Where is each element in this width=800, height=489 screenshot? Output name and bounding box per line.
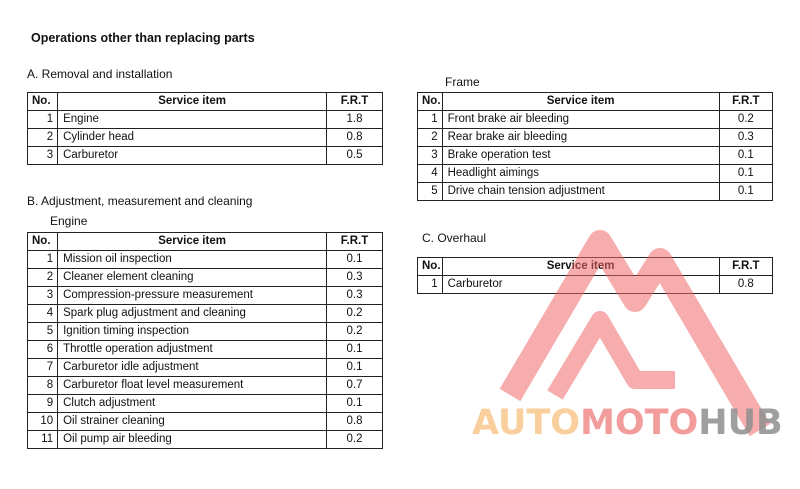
service-item-cell: Carburetor idle adjustment — [58, 359, 327, 377]
header-service-item: Service item — [58, 93, 327, 111]
frt-value-cell: 0.3 — [719, 129, 772, 147]
frt-value-cell: 0.1 — [719, 183, 772, 201]
row-number: 2 — [28, 269, 58, 287]
frt-value-cell: 0.2 — [719, 111, 772, 129]
table-row — [28, 111, 383, 129]
table-row — [28, 305, 383, 323]
row-number: 11 — [28, 431, 58, 449]
row-number: 2 — [28, 129, 58, 147]
service-item-cell: Oil strainer cleaning — [58, 413, 327, 431]
table-row — [418, 129, 773, 147]
service-item-cell: Compression-pressure measurement — [58, 287, 327, 305]
engine-label: Engine — [50, 214, 88, 228]
service-item-cell: Headlight aimings — [442, 165, 719, 183]
frt-value-cell: 1.8 — [327, 111, 383, 129]
table-row — [28, 431, 383, 449]
frt-value-cell: 0.1 — [327, 341, 383, 359]
frt-value-cell: 0.1 — [327, 395, 383, 413]
overhaul-table — [417, 257, 773, 294]
frt-value-cell: 0.1 — [327, 359, 383, 377]
frt-value-cell: 0.3 — [327, 287, 383, 305]
header-frt: F.R.T — [719, 258, 772, 276]
service-item-cell: Carburetor — [58, 147, 327, 165]
service-item-cell: Throttle operation adjustment — [58, 341, 327, 359]
table-row — [28, 129, 383, 147]
frt-value-cell: 0.8 — [327, 129, 383, 147]
frt-value-cell: 0.2 — [327, 323, 383, 341]
removal-installation-table — [27, 92, 383, 165]
header-no: No. — [28, 93, 58, 111]
table-row — [28, 287, 383, 305]
table-row — [28, 323, 383, 341]
row-number: 10 — [28, 413, 58, 431]
table-row — [28, 341, 383, 359]
row-number: 3 — [28, 287, 58, 305]
section-c-heading: C. Overhaul — [422, 231, 487, 245]
table-row — [418, 147, 773, 165]
frt-value-cell: 0.7 — [327, 377, 383, 395]
table-header-row — [418, 258, 773, 276]
service-item-cell: Brake operation test — [442, 147, 719, 165]
table-row — [28, 269, 383, 287]
engine-adjustment-table — [27, 232, 383, 449]
frt-value-cell: 0.2 — [327, 305, 383, 323]
frt-value-cell: 0.1 — [327, 251, 383, 269]
header-frt: F.R.T — [327, 93, 383, 111]
service-item-cell: Front brake air bleeding — [442, 111, 719, 129]
row-number: 4 — [28, 305, 58, 323]
header-service-item: Service item — [442, 93, 719, 111]
row-number: 1 — [418, 111, 443, 129]
row-number: 9 — [28, 395, 58, 413]
row-number: 4 — [418, 165, 443, 183]
header-frt: F.R.T — [719, 93, 772, 111]
table-row — [28, 359, 383, 377]
row-number: 8 — [28, 377, 58, 395]
table-row — [418, 111, 773, 129]
frt-value-cell: 0.3 — [327, 269, 383, 287]
frt-value-cell: 0.8 — [327, 413, 383, 431]
header-no: No. — [28, 233, 58, 251]
service-item-cell: Carburetor float level measurement — [58, 377, 327, 395]
table-row — [418, 165, 773, 183]
header-no: No. — [418, 258, 443, 276]
service-item-cell: Ignition timing inspection — [58, 323, 327, 341]
frt-value-cell: 0.1 — [719, 147, 772, 165]
section-a-heading: A. Removal and installation — [27, 67, 173, 81]
row-number: 7 — [28, 359, 58, 377]
table-row — [418, 183, 773, 201]
table-header-row — [418, 93, 773, 111]
table-row — [28, 251, 383, 269]
section-b-heading: B. Adjustment, measurement and cleaning — [27, 194, 253, 208]
service-item-cell: Cylinder head — [58, 129, 327, 147]
frt-value-cell: 0.8 — [719, 276, 772, 294]
row-number: 2 — [418, 129, 443, 147]
row-number: 5 — [418, 183, 443, 201]
service-item-cell: Clutch adjustment — [58, 395, 327, 413]
header-no: No. — [418, 93, 443, 111]
header-service-item: Service item — [58, 233, 327, 251]
service-item-cell: Cleaner element cleaning — [58, 269, 327, 287]
header-frt: F.R.T — [327, 233, 383, 251]
service-item-cell: Spark plug adjustment and cleaning — [58, 305, 327, 323]
frame-label: Frame — [445, 75, 480, 89]
table-row — [418, 276, 773, 294]
row-number: 1 — [28, 251, 58, 269]
service-item-cell: Oil pump air bleeding — [58, 431, 327, 449]
table-row — [28, 413, 383, 431]
table-header-row — [28, 93, 383, 111]
service-item-cell: Drive chain tension adjustment — [442, 183, 719, 201]
frt-value-cell: 0.2 — [327, 431, 383, 449]
row-number: 1 — [28, 111, 58, 129]
frt-value-cell: 0.1 — [719, 165, 772, 183]
frt-value-cell: 0.5 — [327, 147, 383, 165]
row-number: 3 — [28, 147, 58, 165]
table-row — [28, 395, 383, 413]
table-header-row — [28, 233, 383, 251]
page-title: Operations other than replacing parts — [31, 31, 255, 45]
row-number: 5 — [28, 323, 58, 341]
frame-adjustment-table — [417, 92, 773, 201]
row-number: 3 — [418, 147, 443, 165]
row-number: 6 — [28, 341, 58, 359]
service-item-cell: Engine — [58, 111, 327, 129]
service-item-cell: Carburetor — [442, 276, 719, 294]
row-number: 1 — [418, 276, 443, 294]
watermark-text: AUTOMOTOHUB — [472, 403, 783, 443]
header-service-item: Service item — [442, 258, 719, 276]
service-item-cell: Mission oil inspection — [58, 251, 327, 269]
table-row — [28, 377, 383, 395]
table-row — [28, 147, 383, 165]
service-item-cell: Rear brake air bleeding — [442, 129, 719, 147]
